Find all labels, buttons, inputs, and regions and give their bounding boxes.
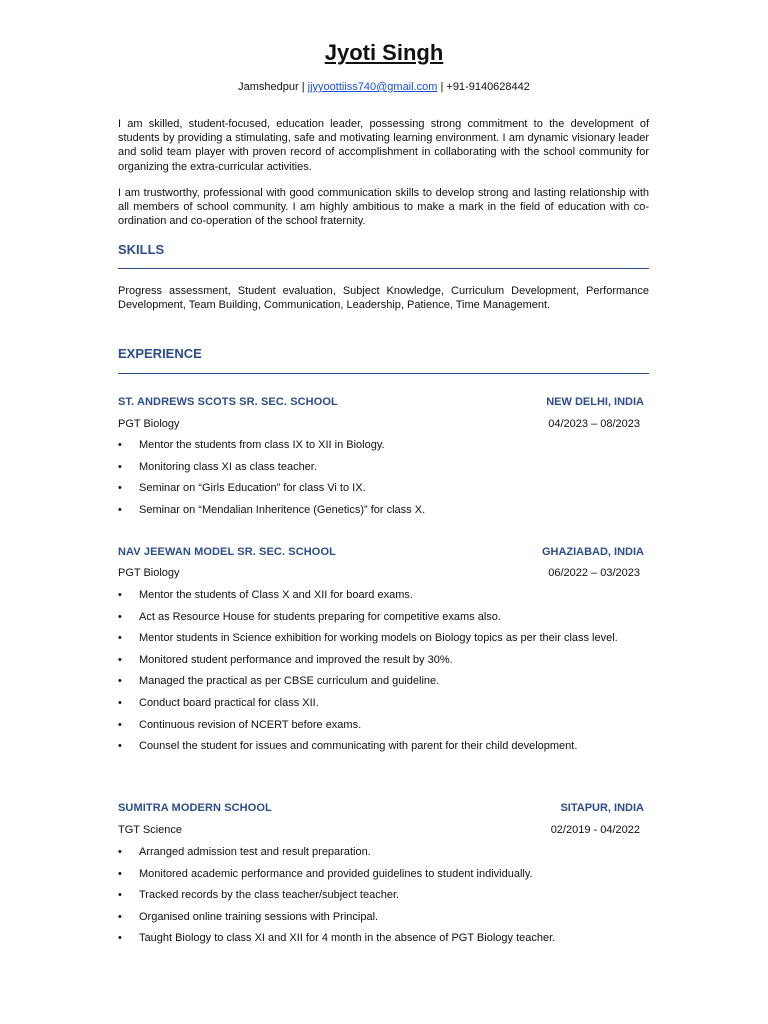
list-item [118, 715, 649, 737]
bullet-icon: • [118, 910, 122, 923]
bullet-icon: • [118, 889, 122, 902]
list-item [118, 864, 649, 886]
list-item [118, 693, 649, 715]
section-divider [118, 373, 649, 374]
bullet-text: Seminar on “Mendalian Inheritence (Genetics)” for class X. [139, 503, 426, 516]
bullet-text: Monitoring class XI as class teacher. [139, 460, 317, 473]
bullet-icon: • [118, 503, 122, 516]
list-item [118, 907, 649, 929]
employer-location: GHAZIABAD, INDIA [541, 546, 644, 558]
list-item [118, 478, 649, 500]
job-bullets [118, 842, 649, 950]
summary-paragraph: I am trustworthy, professional with good communication skills to develop strong and lasting relationship with all members of school community. I am highly ambitious to make a mark in the field of education with co-ordination and co-operation of the school fraternity. [118, 187, 649, 228]
bullet-text: Monitored student performance and improved the result by 30%. [139, 653, 453, 666]
job-role: TGT Science [118, 824, 182, 836]
bullet-text: Seminar on “Girls Education” for class Vi to IX. [139, 482, 366, 495]
bullet-icon: • [118, 482, 122, 495]
list-item [118, 671, 649, 693]
employer-location: NEW DELHI, INDIA [546, 396, 644, 408]
job-role: PGT Biology [118, 418, 180, 430]
contact-separator: | [298, 81, 308, 93]
summary-paragraph: I am skilled, student-focused, education leader, possessing strong commitment to the development of students by providing a stimulating, safe and motivating learning environment. I am dynamic visionary leader and solid team player with proven record of accomplishment in collaborating with the school community for organizing the extra-curricular activities. [118, 118, 649, 173]
experience-heading: EXPERIENCE [118, 346, 202, 361]
bullet-text: Mentor the students of Class X and XII for board exams. [139, 589, 413, 601]
bullet-icon: • [118, 696, 122, 709]
bullet-icon: • [118, 653, 122, 666]
bullet-text: Monitored academic performance and provided guidelines to student individually. [139, 867, 533, 880]
bullet-text: Mentor students in Science exhibition for working models on Biology topics as per their class level. [139, 632, 618, 645]
bullet-icon: • [118, 439, 122, 451]
employer-location: SITAPUR, INDIA [560, 802, 644, 814]
employer-name: ST. ANDREWS SCOTS SR. SEC. SCHOOL [118, 396, 338, 408]
list-item [118, 736, 649, 758]
bullet-text: Continuous revision of NCERT before exams. [139, 718, 362, 731]
list-item [118, 585, 649, 607]
contact-phone: +91-9140628442 [446, 81, 530, 93]
bullet-icon: • [118, 740, 122, 753]
job-bullets [118, 585, 649, 758]
list-item [118, 457, 649, 479]
bullet-text: Managed the practical as per CBSE curriculum and guideline. [139, 675, 440, 688]
list-item [118, 628, 649, 650]
bullet-text: Conduct board practical for class XII. [139, 696, 319, 709]
bullet-text: Tracked records by the class teacher/subject teacher. [139, 889, 400, 902]
bullet-icon: • [118, 460, 122, 473]
bullet-text: Mentor the students from class IX to XII in Biology. [139, 439, 385, 451]
list-item [118, 885, 649, 907]
list-item [118, 607, 649, 629]
job-bullets [118, 435, 649, 521]
job-role: PGT Biology [118, 567, 180, 579]
list-item [118, 842, 649, 864]
list-item [118, 650, 649, 672]
job-dates: 02/2019 - 04/2022 [550, 824, 640, 836]
bullet-icon: • [118, 589, 122, 601]
bullet-text: Counsel the student for issues and communicating with parent for their child development. [139, 740, 578, 753]
email-link[interactable]: jjyyoottiiss740@gmail.com [307, 81, 438, 93]
contact-line [0, 81, 768, 93]
bullet-text: Arranged admission test and result preparation. [139, 846, 371, 858]
list-item [118, 435, 649, 457]
bullet-icon: • [118, 610, 122, 623]
bullet-icon: • [118, 846, 122, 858]
bullet-icon: • [118, 867, 122, 880]
job-dates: 04/2023 – 08/2023 [548, 418, 640, 430]
contact-city: Jamshedpur [238, 81, 299, 93]
bullet-icon: • [118, 632, 122, 645]
list-item [118, 928, 649, 950]
skills-text: Progress assessment, Student evaluation, Subject Knowledge, Curriculum Development, Performance Development, Team Building, Communication, Leadership, Patience, Time Management. [118, 285, 649, 312]
bullet-icon: • [118, 718, 122, 731]
list-item [118, 500, 649, 522]
employer-name: NAV JEEWAN MODEL SR. SEC. SCHOOL [118, 546, 336, 558]
candidate-name: Jyoti Singh [324, 40, 444, 65]
bullet-icon: • [118, 932, 122, 945]
employer-name: SUMITRA MODERN SCHOOL [118, 802, 272, 814]
bullet-text: Taught Biology to class XI and XII for 4 month in the absence of PGT Biology teacher. [139, 932, 556, 945]
job-dates: 06/2022 – 03/2023 [548, 567, 640, 579]
contact-separator: | [437, 81, 447, 93]
section-divider [118, 268, 649, 269]
bullet-icon: • [118, 675, 122, 688]
bullet-text: Organised online training sessions with Principal. [139, 910, 379, 923]
skills-heading: SKILLS [118, 242, 165, 257]
bullet-text: Act as Resource House for students preparing for competitive exams also. [139, 610, 501, 623]
